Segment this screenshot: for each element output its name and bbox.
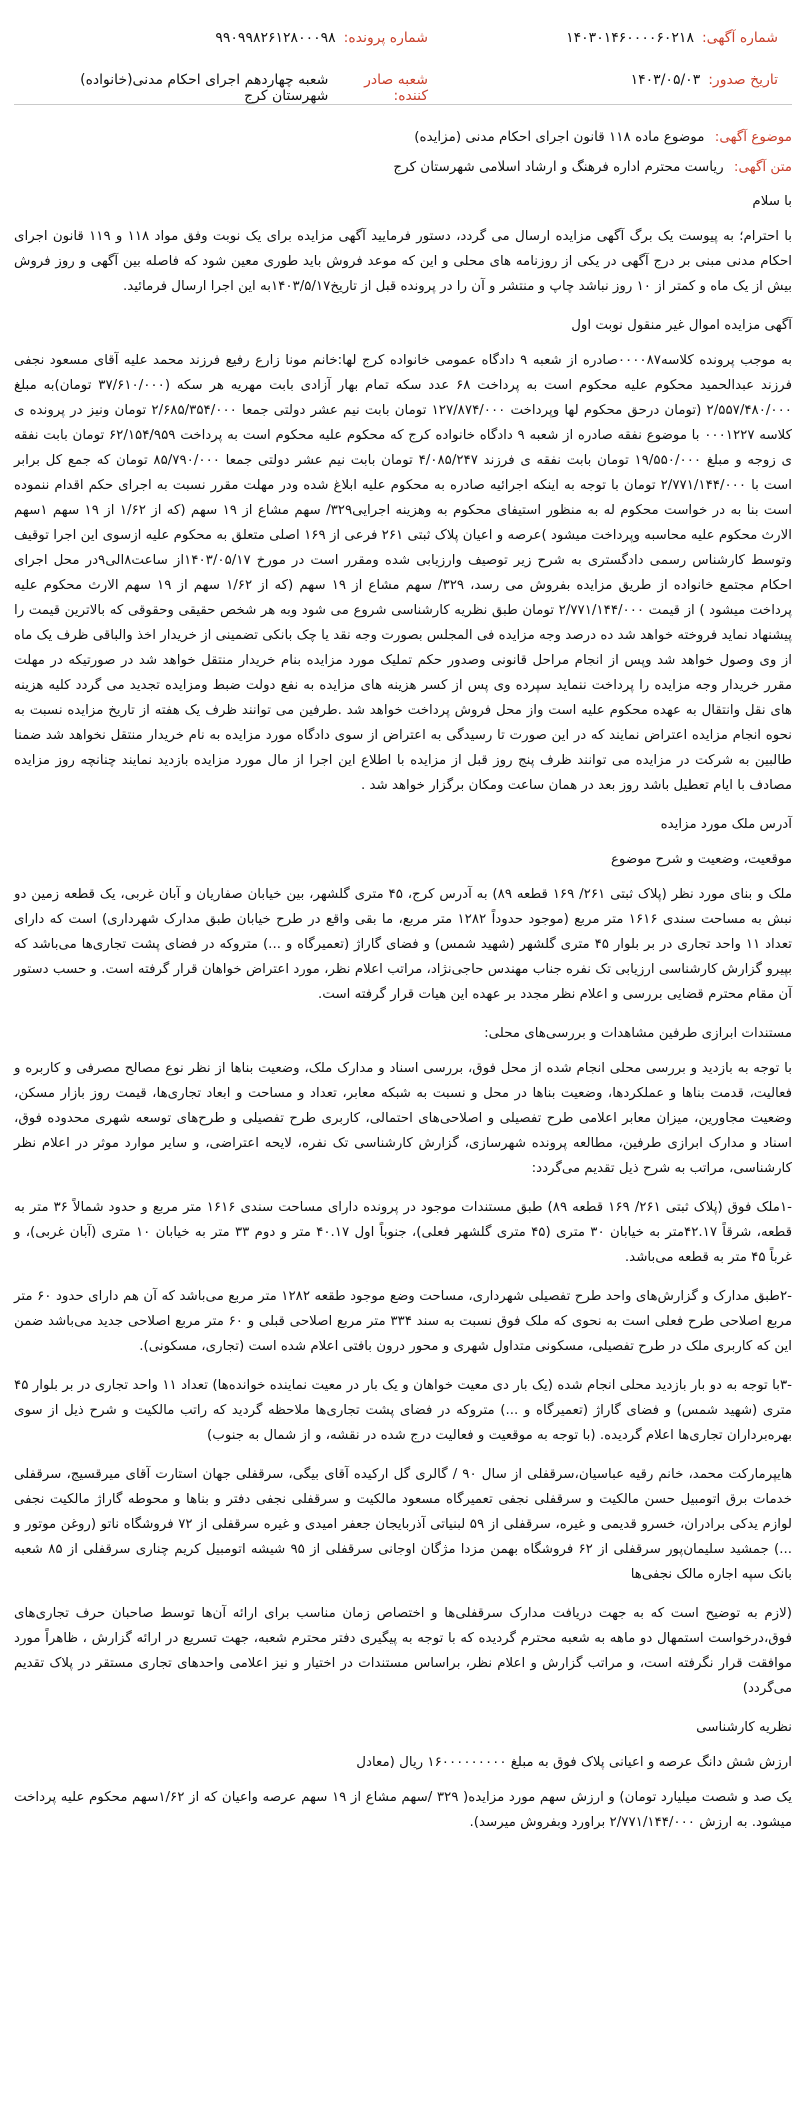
- subject-row: [14, 129, 792, 145]
- issuer: شعبه چهاردهم اجرای احکام مدنی(خانواده) شهرستان کرج: [80, 72, 329, 104]
- case-number: ۹۹۰۹۹۸۲۶۱۲۸۰۰۰۹۸: [215, 30, 336, 46]
- item-2-paragraph: -۲طبق مدارک و گزارش‌های واحد طرح تفصیلی شهرداری، مساحت وضع موجود طقعه ۱۲۸۲ متر مربع می‌باشد که آن هم دارای حدود ۶۰ متر مربع اصلاحی طرح فعلی است به نحوی که ملک فوق نسبت به سند ۳۳۴ متر مربع اصلاحی قبلی و ۶۰ متر مربع اصلاحی جدید می‌باشد ضمن این که کاربری ملک در طرح تفصیلی، مسکونی متداول شهری و محور درون بافتی اعلام شده است (تجاری، مسکونی).: [14, 1289, 792, 1354]
- tenants-paragraph: هایپرمارکت محمد، خانم رقیه عباسیان،سرقفلی از سال ۹۰ / گالری گل ارکیده آقای بیگی، سرقفلی جهان استارت آقای میرقسیج، سرقفلی خدمات برق اتومبیل حسن مالکیت و سرقفلی نجفی تعمیرگاه مسعود مالکیت و سرقفلی نجفی دفتر و بناها و محوطه گاراژ مالکیت نجفی لوازم یدکی برادران، خسرو قدیمی و غیره، سرقفلی از ۵۹ لبنیاتی آذربایجان جعفر امیدی و غیره سرقفلی از ۷۲ فروشگاه ناتو (روغن موتور و ...) جمشید سلیمان‌پور سرقفلی از ۶۲ فروشگاه بهمن مزدا مژگان اوجانی سرقفلی از ۹۵ شیشه اتومبیل کریم چناری سرقفلی از ۸۵ شعبه بانک سپه اجاره مالک نجفی‌ها: [14, 1467, 793, 1582]
- valuation-line: ارزش شش دانگ عرصه و اعیانی پلاک فوق به مبلغ ۱۶۰۰۰۰۰۰۰۰۰ ریال (معادل: [356, 1755, 792, 1770]
- item-3-paragraph: -۳با توجه به دو بار بازدید محلی انجام شده (یک بار دی معیت خواهان و یک بار در معیت نماینده خوانده‌ها) تعداد ۱۱ واحد تجاری در بر بلوار ۴۵ متری (شهید شمس) و فضای گاراژ (تعمیرگاه و ...) متروکه در فضای پشت تجاری‌ها ملاحظه گردید که راتب مالکیت و شرح ذیل از سوی بهره‌برداران تجاری‌ها اعلام گردیده. (با توجه به موقعیت و فعالیت درج شده در نقشه، و از شمال به جنوب): [14, 1378, 792, 1443]
- inspection-paragraph: با توجه به بازدید و بررسی محلی انجام شده از محل فوق، بررسی اسناد و مدارک ملک، وضعیت بناها از نظر نوع مصالح مصرفی و کاربره و فعالیت، قدمت بناها و عملکردها، وضعیت بناها در محل و نسبت به شبکه معابر، تعداد و مساحت و ابعاد تجاری‌ها، قیمت روز بازار مسکن، وضعیت مجاورین، میزان معابر اعلامی طرح تفصیلی و اصلاحی‌های احتمالی، کاربری طرح تفصیلی و طرح‌های توسعه شهری محدوده فوق، اسناد و مدارک ابرازی طرفین، مطالعه پرونده شهرسازی، گزارش کارشناسی تک نفره، لایحه اعتراضی، و سایر موارد موثر در اعلام نظر کارشناسی، مراتب به شرح ذیل تقدیم می‌گردد:: [14, 1061, 792, 1176]
- header-row-2: [28, 72, 778, 104]
- body-recipient: ریاست محترم اداره فرهنگ و ارشاد اسلامی شهرستان کرج: [393, 159, 724, 175]
- case-number-cell: [28, 30, 428, 46]
- issue-date-label: تاریخ صدور:: [708, 72, 778, 88]
- location-paragraph: ملک و بنای مورد نظر (پلاک ثبتی ۲۶۱/ ۱۶۹ قطعه ۸۹) به آدرس کرج، ۴۵ متری گلشهر، بین خیابان صفاریان و آبان غربی، یک قطعه زمین دو نبش به مساحت سندی ۱۶۱۶ متر مربع (موجود حدوداً ۱۲۸۲ متر مربع، ما بقی واقع در طرح خیابان طبق مدارک شهرداری) است که دارای تعداد ۱۱ واحد تجاری در بر بلوار ۴۵ متری گلشهر (شهید شمس) و فضای گاراژ (تعمیرگاه و ...) متروکه در فضای پشت تجاری‌ها می‌باشد که بپیرو گزارش کارشناسی ارزیابی تک نفره جناب مهندس حاجی‌نژاد، مراتب اعلام نظر، مورد اعتراض خواهان قرار گرفته است. و حسب دستور آن مقام محترم قضایی بررسی و اعلام نظر مجدد بر عهده این هیات قرار گرفته است.: [14, 887, 792, 1002]
- issue-date-cell: [631, 72, 778, 104]
- body-label: متن آگهی:: [733, 159, 792, 175]
- notice-number-label: شماره آگهی:: [701, 30, 778, 46]
- header-row-1: [28, 30, 778, 46]
- property-address-heading: آدرس ملک مورد مزایده: [660, 817, 792, 832]
- notice-meta: [14, 105, 792, 175]
- body-label-row: [14, 159, 792, 175]
- evidence-heading: مستندات ابرازی طرفین مشاهدات و بررسی‌های محلی:: [484, 1026, 792, 1041]
- valuation-paragraph: یک صد و شصت میلیارد تومان) و ارزش سهم مورد مزایده( ۳۲۹ /سهم مشاع از ۱۹ سهم عرصه واعیان که از ۱/۶۲سهم محکوم علیه پرداخت میشود. به ارزش ۲/۷۷۱/۱۴۴/۰۰۰ براورد وبفروش میرسد).: [14, 1790, 792, 1830]
- item-1-paragraph: -۱ملک فوق (پلاک ثبتی ۲۶۱/ ۱۶۹ قطعه ۸۹) طبق مستندات موجود در پرونده دارای مساحت سندی ۱۶۱۶ متر مربع و حدود شمالاً ۳۶ متر به قطعه، شرقاً ۴۲.۱۷متر به خیابان ۳۰ متری (۴۵ متری گلشهر فعلی)، جنوباً اول ۴۰.۱۷ متر و دوم ۳۳ متر به خیابان ۱۰ متری (آبان غربی)، و غرباً ۴۵ متر به قطعه می‌باشد.: [14, 1200, 792, 1265]
- notice-header: [14, 0, 792, 105]
- notice-number-cell: [566, 30, 778, 46]
- intro-paragraph: با احترام؛ به پیوست یک برگ آگهی مزایده ارسال می گردد، دستور فرمایید آگهی مزایده برای یک نوبت وفق مواد ۱۱۸ و ۱۱۹ قانون اجرای احکام مدنی مبنی بر درج آگهی در یکی از روزنامه های محلی و این که موعد فروش باید طوری معین شود که فاصله بین آگهی و روز فروش بیش از یک ماه و کمتر از ۱۰ روز نباشد چاپ و منتشر و آن را در پرونده قبل از تاریخ۱۴۰۳/۵/۱۷به این اجرا ارسال فرمائید.: [14, 229, 793, 294]
- auction-title: آگهی مزایده اموال غیر منقول نوبت اول: [571, 318, 792, 333]
- greeting: با سلام: [752, 194, 792, 209]
- issuer-cell: [28, 72, 428, 104]
- issuer-label: شعبه صادر کننده:: [364, 72, 428, 104]
- notice-number: ۱۴۰۳۰۱۴۶۰۰۰۰۶۰۲۱۸: [566, 30, 694, 46]
- case-number-label: شماره پرونده:: [343, 30, 428, 46]
- case-details-paragraph: به موجب پرونده کلاسه۰۰۰۰۸۷صادره از شعبه ۹ دادگاه عمومی خانواده کرج لها:خانم مونا زارع رفیع فرزند محمد علیه آقای مسعود نجفی فرزند عبدالحمید محکوم علیه محکوم است به پرداخت ۶۸ عدد سکه تمام بهار آزادی بابت مهریه هر سکه (۳۷/۶۱۰/۰۰۰ تومان)به مبلغ ۲/۵۵۷/۴۸۰/۰۰۰ (تومان درحق محکوم لها وپرداخت ۱۲۷/۸۷۴/۰۰۰ تومان بابت نیم عشر دولتی جمعا ۲/۶۸۵/۳۵۴/۰۰۰ تومان ونیز در پرونده ی کلاسه ۰۰۰۱۲۲۷ با موضوع نفقه صادره از شعبه ۹ دادگاه خانواده کرج که محکوم علیه محکوم است به پرداخت ۶۲/۱۵۴/۹۵۹ تومان بابت نفقه ی زوجه و مبلغ ۱۹/۵۵۰/۰۰۰ تومان بابت نفقه ی فرزند ۴/۰۸۵/۲۴۷ تومان بابت نیم عشر دولتی جمعا ۸۵/۷۹۰/۰۰۰ تومان که جمع کل برابر است با ۲/۷۷۱/۱۴۴/۰۰۰ تومان با توجه به اینکه اجرائیه صادره به محکوم علیه ابلاغ شده ودر مهلت مقرر نسبت به اجرای حکم اقدام ننموده است بنا به در خواست محکوم له به منظور استیفای محکوم به وهزینه اجرایی۳۲۹/ سهم مشاع از ۱۹ سهم (که از ۱/۶۲ از ۱۹ سهم ۱سهم الارث محکوم علیه محاسبه وپرداخت میشود )عرصه و اعیان پلاک ثبتی ۲۶۱ فرعی از ۱۶۹ اصلی متعلق به محکوم علیه ازسوی این اجرا توقیف وتوسط کارشناس رسمی دادگستری به شرح زیر توصیف وارزیابی شده ومقرر است در مورخ ۱۴۰۳/۰۵/۱۷از ساعت۸الی۹در محل اجرای احکام مجتمع خانواده از طریق مزایده بفروش می رسد، ۳۲۹/ سهم مشاع از ۱۹ سهم (که از ۱/۶۲ سهم از ۱۹ سهم الارث محکوم علیه پرداخت میشود ) از قیمت ۲/۷۷۱/۱۴۴/۰۰۰ تومان طبق نظریه کارشناسی شروع می شود وبه هر شخص حقیقی وحقوقی که بالاترین قیمت را پیشنهاد نماید فروخته خواهد شد ده درصد وجه مزایده فی المجلس بصورت وجه نقد یا چک بانکی تضمینی از خریدار اخذ والباقی ظرف یک ماه از وی وصول خواهد شد وپس از انجام مراحل قانونی وصدور حکم تملیک مورد مزایده بنام خریدار منتقل خواهد شد در صورتیکه در مهلت مقرر خریدار وجه مزایده را پرداخت ننماید سپرده وی پس از کسر هزینه های مزایده به نفع دولت ضبط ومزایده تجدید می گردد کلیه هزینه های نقل وانتقال به عهده محکوم علیه است واز محل فروش پرداخت خواهد شد .طرفین می توانند ظرف یک هفته از تاریخ مزایده نسبت به نحوه انجام مزایده اعتراض نمایند که در این صورت تا رسیدگی به اعتراض از سوی دادگاه مورد مزایده به نام خریدار منتقل نخواهد شد ضمنا طالبین به شرکت در مزایده می توانند ظرف پنج روز قبل از مزایده با اطلاع این اجرا از مال مورد مزایده بازدید نمایند چنانچه روز مزایده مصادف با ایام تعطیل باشد روز بعد در همان ساعت ومکان برگزار خواهد شد .: [14, 353, 793, 793]
- location-heading: موقعیت، وضعیت و شرح موضوع: [610, 852, 792, 867]
- note-paragraph: (لازم به توضیح است که به جهت دریافت مدارک سرقفلی‌ها و اختصاص زمان مناسب برای ارائه آن‌ها توسط صاحبان حرف تجاری‌های فوق،درخواست استمهال دو ماهه به شعبه محترم گردیده که با توجه به پیگیری دفتر محترم شعبه، جهت تسریع در ارائه گزارش ، ظاهراً مورد موافقت قرار نگرفته است، و مراتب گزارش و اعلام نظر، براساس مستندات در اختیار و نیز اعلامی واحدهای تجاری مستقر در پلاک تقدیم می‌گردد): [14, 1606, 792, 1696]
- notice-body: [14, 189, 792, 1835]
- subject-label: موضوع آگهی:: [714, 129, 792, 145]
- subject-text: موضوع ماده ۱۱۸ قانون اجرای احکام مدنی (مزایده): [414, 129, 705, 145]
- expert-opinion-heading: نظریه کارشناسی: [696, 1720, 792, 1735]
- issue-date: ۱۴۰۳/۰۵/۰۳: [630, 72, 701, 88]
